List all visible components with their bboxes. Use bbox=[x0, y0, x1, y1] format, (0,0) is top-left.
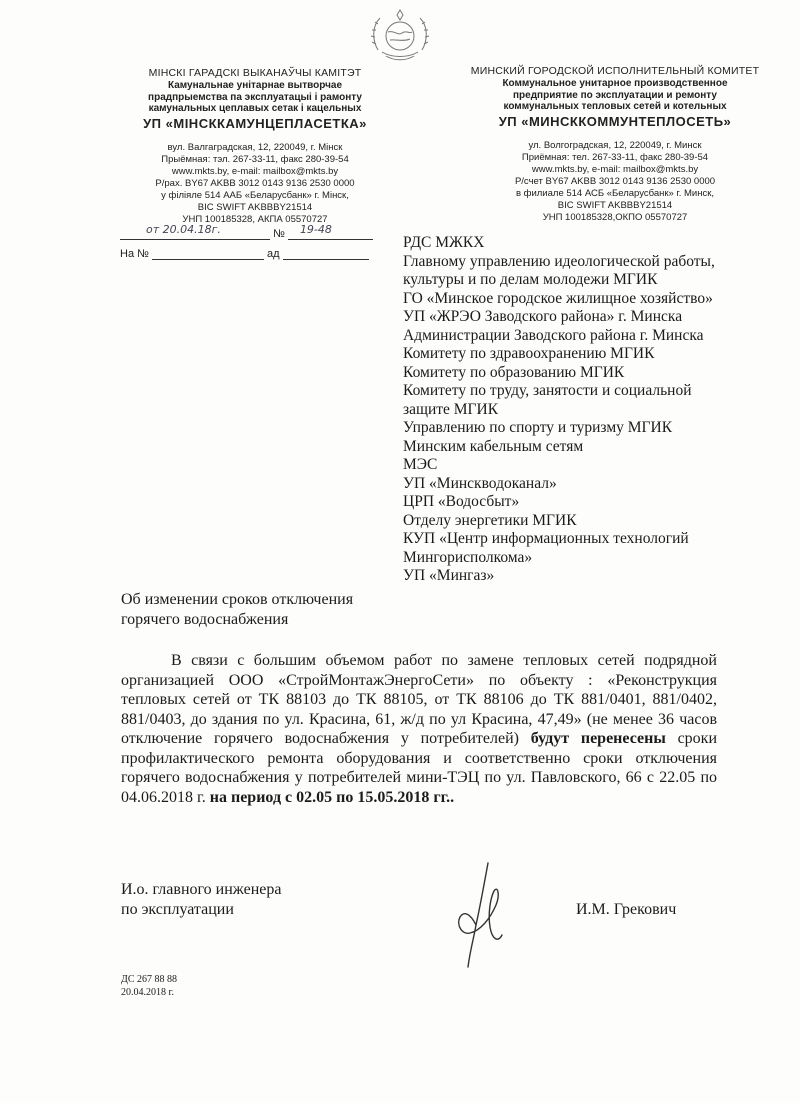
address-ru-4: Р/счет BY67 AKBB 3012 0143 9136 2530 0000 bbox=[514, 175, 716, 187]
registration-outgoing bbox=[120, 223, 373, 240]
addressee: Комитету по труду, занятости и социальной bbox=[403, 382, 692, 399]
addressee: КУП «Центр информационных технологий bbox=[403, 530, 689, 547]
outgoing-no-field bbox=[288, 223, 373, 240]
city-committee-ru: МИНСКИЙ ГОРОДСКОЙ ИСПОЛНИТЕЛЬНЫЙ КОМИТЕТ bbox=[470, 65, 760, 77]
body-bold-1: будут перенесены bbox=[530, 730, 666, 747]
enterprise-line-by-2: прадпрыемства па эксплуатацыі і рамонту bbox=[148, 91, 362, 103]
header-russian bbox=[460, 64, 770, 224]
signatory-position bbox=[121, 880, 282, 920]
address-by-3: www.mkts.by, e-mail: mailbox@mkts.by bbox=[171, 165, 339, 177]
addressee: УП «Мингаз» bbox=[403, 567, 495, 584]
body-text-2: сроки профилактического ремонта оборудования и соответственно сроки отключения горячего водоснабжения у потребителей мини-ТЭЦ по ул. Павловского, 66 с 22.05 по 04.06.2018 г. bbox=[121, 730, 718, 806]
header-belarusian bbox=[105, 66, 405, 226]
addressee: МЭС bbox=[403, 456, 438, 473]
outgoing-date-handwritten: от 20.04.18г. bbox=[146, 223, 221, 236]
addressee: Администрации Заводского района г. Минска bbox=[403, 326, 704, 344]
address-by-4: Р/рах. BY67 AKBB 3012 0143 9136 2530 0000 bbox=[155, 177, 355, 189]
reply-from-label: ад bbox=[267, 248, 280, 260]
outgoing-no-label: № bbox=[273, 228, 285, 240]
subject-line-2: горячего водоснабжения bbox=[121, 611, 289, 628]
executor-date: 20.04.2018 г. bbox=[121, 987, 174, 998]
handwritten-signature bbox=[440, 855, 530, 975]
addressee: Отделу энергетики МГИК bbox=[403, 511, 577, 529]
state-emblem-icon bbox=[368, 6, 432, 66]
registration-reply bbox=[120, 246, 369, 260]
signatory-name: И.М. Грекович bbox=[576, 901, 677, 918]
city-committee-by: МІНСКІ ГАРАДСКІ ВЫКАНАЎЧЫ КАМІТЭТ bbox=[148, 67, 362, 79]
address-ru-7: УНП 100185328,ОКПО 05570727 bbox=[542, 211, 688, 223]
short-name-ru: УП «МИНСККОММУНТЕПЛОСЕТЬ» bbox=[498, 113, 732, 129]
addressee: УП «ЖРЭО Заводского района» г. Минска bbox=[403, 308, 683, 325]
enterprise-line-by-1: Камунальнае унітарнае вытворчае bbox=[167, 80, 343, 91]
addressee: Главному управлению идеологической работы, bbox=[403, 252, 715, 270]
body-text-1: В связи с большим объемом работ по замене тепловых сетей подрядной организацией ООО «СтройМонтажЭнергоСети» по объекту : «Реконструкция тепловых сетей от ТК 88103 до ТК 88105, от ТК 88106 до ТК 881/0401, 881/0402, 881/0403, до здания по ул. Красина, 61, ж/д по ул Красина, 47,49» (не менее 36 часов отключение горячего водоснабжения у потребителей) bbox=[121, 652, 717, 747]
executor-footer bbox=[121, 973, 177, 999]
reply-no-field bbox=[152, 246, 264, 260]
address-by-1: вул. Валгаградская, 12, 220049, г. Мінск bbox=[167, 141, 343, 153]
addressee: Комитету по образованию МГИК bbox=[403, 363, 625, 381]
body-bold-2: на период с 02.05 по 15.05.2018 гг.. bbox=[209, 788, 455, 806]
address-ru-5: в филиале 514 АСБ «Беларусбанк» г. Минск, bbox=[515, 187, 715, 199]
enterprise-line-ru-3: коммунальных тепловых сетей и котельных bbox=[503, 101, 727, 112]
letter-body bbox=[121, 651, 717, 807]
address-by-6: BIC SWIFT AKBBBY21514 bbox=[197, 201, 313, 213]
letter-subject bbox=[121, 590, 353, 630]
executor-phone: ДС 267 88 88 bbox=[121, 974, 177, 985]
addressee: Управлению по спорту и туризму МГИК bbox=[403, 419, 673, 436]
addressee: ГО «Минское городское жилищное хозяйство» bbox=[403, 289, 713, 307]
address-ru-1: ул. Волгоградская, 12, 220049, г. Минск bbox=[528, 139, 702, 151]
addressee: культуры и по делам молодежи МГИК bbox=[403, 271, 658, 288]
addressees-list bbox=[403, 234, 783, 586]
addressee: ЦРП «Водосбыт» bbox=[403, 493, 520, 510]
enterprise-line-ru-2: предприятие по эксплуатации и ремонту bbox=[513, 89, 717, 101]
addressee: защите МГИК bbox=[403, 400, 499, 418]
address-ru-6: BIC SWIFT AKBBBY21514 bbox=[557, 199, 673, 211]
address-ru-2: Приёмная: тел. 267-33-11, факс 280-39-54 bbox=[521, 151, 709, 163]
enterprise-line-ru-1: Коммунальное унитарное производственное bbox=[502, 78, 728, 89]
body-paragraph bbox=[121, 651, 717, 807]
address-ru-3: www.mkts.by, e-mail: mailbox@mkts.by bbox=[531, 163, 699, 175]
reply-no-label: На № bbox=[120, 248, 149, 260]
reply-from-field bbox=[283, 246, 369, 260]
outgoing-date-field bbox=[120, 223, 270, 240]
subject-line-1: Об изменении сроков отключения bbox=[121, 591, 354, 608]
outgoing-no-handwritten: 19-48 bbox=[299, 223, 332, 236]
addressee: Комитету по здравоохранению МГИК bbox=[403, 345, 655, 362]
addressee: Минским кабельным сетям bbox=[403, 437, 584, 455]
address-by-7: УНП 100185328, АКПА 05570727 bbox=[182, 213, 328, 225]
short-name-by: УП «МІНСККАМУНЦЕПЛАСЕТКА» bbox=[143, 115, 367, 131]
position-line-2: по эксплуатации bbox=[121, 901, 234, 918]
addressee: Мингорисполкома» bbox=[403, 548, 533, 566]
address-by-5: у філіяле 514 ААБ «Беларусбанк» г. Мінск, bbox=[161, 189, 349, 201]
enterprise-line-by-3: камунальных цеплавых сетак і кацельных bbox=[148, 103, 362, 114]
address-by-2: Прыёмная: тэл. 267-33-11, факс 280-39-54 bbox=[161, 153, 349, 165]
addressee: РДС МЖКХ bbox=[403, 234, 485, 251]
addressee: УП «Минскводоканал» bbox=[403, 474, 557, 492]
position-line-1: И.о. главного инженера bbox=[121, 881, 282, 898]
